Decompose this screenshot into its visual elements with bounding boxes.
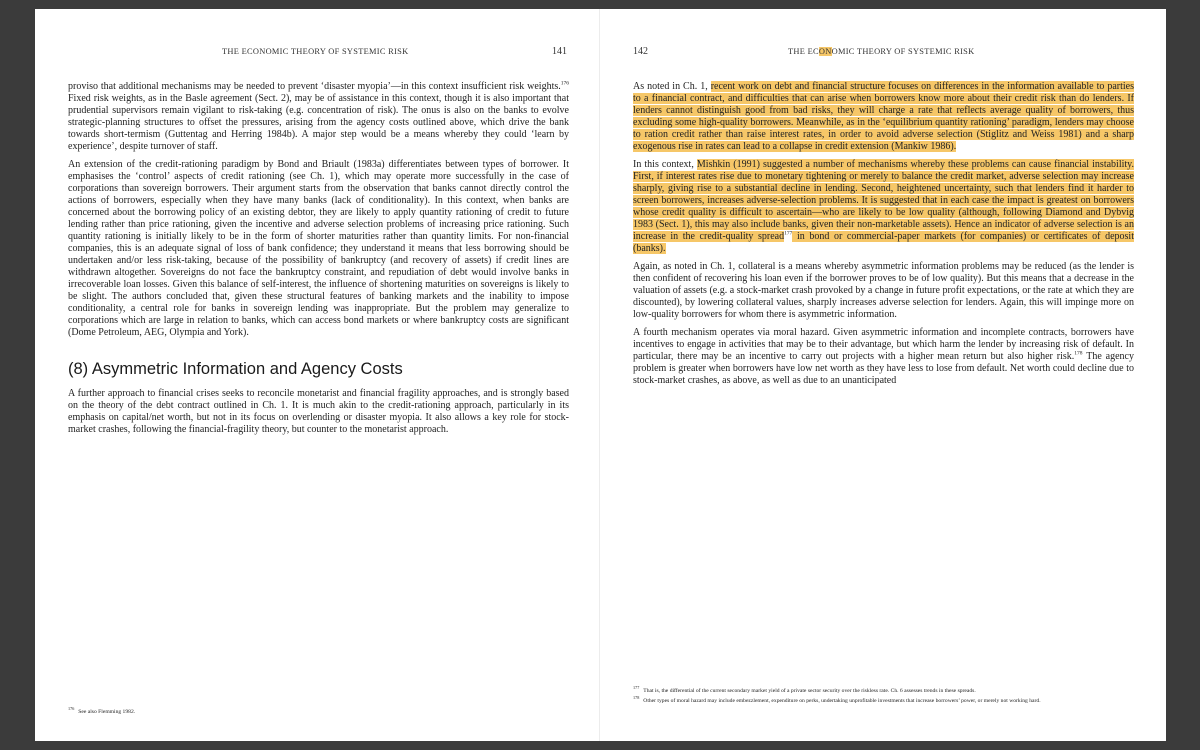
text-run: A fourth mechanism operates via moral hazard. Given asymmetric information and incomplete contracts, borrowers have incentives to engage in activities that may be to their advantage, but which harm the lender by increasing risk of default. In particular, there may be an incentive to carry out projects with a higher mean return but also higher risk. bbox=[633, 327, 1134, 362]
paragraph: An extension of the credit-rationing paradigm by Bond and Briault (1983a) differentiates between types of borrower. It emphasises the ‘control’ aspects of credit rationing (see Ch. 1), which may operate more successfully in the case of corporations than sovereign borrowers. Their argument starts from the observation that banks cannot directly control the actions of borrowers, especially when they have many banks (lack of conditionality). In this context, when banks are concerned about the borrowing policy of an existing debtor, they are likely to apply quantity rationing of credit to future lending rather than price rationing, given the incentive and adverse selection problems of increasing price rationing. Such quantity rationing is initially likely to be in the form of shorter maturities rather than quantity limits. For non-financial companies, this is an adequate signal of loss of bank confidence; they understand it means that less borrowing should be undertaken and/or less risk-taking, because of the possibility of bankruptcy (and recovery of assets) if credit lines are withdrawn altogether. Sovereigns do not face the bankruptcy constraint, and repudiation of debt would involve banks in irrecoverable loan losses. Given this balance of self-interest, the influence of shortening maturities on sovereigns is likely to be slight. The authors concluded that, given these structural features of banking markets and the inability to impose conditionality, a central role for banks in sovereign lending was inappropriate. But the problem may generalize to corporations which are large in relation to banks, which can access bond markets or where bankruptcy costs are significant (Dome Petroleum, AEG, Olympia and York). bbox=[68, 159, 569, 338]
text-run: THE EC bbox=[788, 47, 819, 56]
highlight[interactable]: ON bbox=[818, 47, 832, 56]
running-head bbox=[788, 47, 974, 56]
text-run: In this context, bbox=[633, 159, 697, 170]
text-run: The agency problem is greater when borrowers have low net worth as they have less to lose from default. Net worth could decline due to stock-market crashes, as above, as well as due to an unanticipated bbox=[633, 351, 1134, 386]
footnote-text: See also Flemming 1982. bbox=[78, 709, 136, 715]
page-right bbox=[600, 9, 1166, 741]
paragraph bbox=[68, 81, 569, 153]
paragraph bbox=[633, 327, 1134, 387]
footnotes bbox=[68, 706, 569, 719]
page-number: 141 bbox=[552, 46, 567, 57]
text-run: As noted in Ch. 1, bbox=[633, 81, 711, 92]
highlight[interactable]: in bond or commercial-paper markets (for companies) or certificates of deposit (banks). bbox=[633, 231, 1134, 254]
footnote-number: 178 bbox=[633, 695, 640, 701]
footnote-number: 176 bbox=[68, 706, 75, 712]
paragraph bbox=[633, 81, 1134, 153]
section-heading: (8) Asymmetric Information and Agency Costs bbox=[68, 360, 403, 378]
footnote-ref[interactable]: 178 bbox=[1074, 350, 1083, 357]
paragraph: A further approach to financial crises seeks to reconcile monetarist and financial fragility approaches, and is strongly based on the theory of the debt contract outlined in Ch. 1. It is much akin to the credit-rationing approach, particularly in its emphasis on capital/net worth, but not in its focus on overlending or disaster myopia. It also allows a key role for stock-market crashes, following the financial-fragility theory, but counter to the monetarist approach. bbox=[68, 388, 569, 435]
footnote bbox=[633, 685, 1134, 695]
body-text bbox=[633, 81, 1134, 393]
footnote bbox=[633, 695, 1134, 705]
highlight[interactable]: Mishkin (1991) suggested a number of mechanisms whereby these problems can cause financial instability. First, if interest rates rise due to monetary tightening or merely to balance the credit market, adverse selection may increase sharply, giving rise to a substantial decline in lending. Second, heightened uncertainty, such that lenders find it harder to screen borrowers, increases adverse-selection problems. It is suggested that in each case the impact is greatest on borrowers whose credit quality is difficult to ascertain—who are likely to be low quality (although, following Diamond and Dybvig 1983 (Sect. 1), this may also include banks, given their non-marketable assets). Hence an indicator of adverse selection is an increase in the credit-quality spread bbox=[633, 159, 1135, 242]
footnote-ref[interactable]: 176 bbox=[560, 80, 569, 87]
body-text bbox=[68, 81, 569, 442]
text-run: proviso that additional mechanisms may be needed to prevent ‘disaster myopia’—in this context insufficient risk weights. bbox=[68, 81, 561, 92]
page-left bbox=[35, 9, 600, 741]
page-number: 142 bbox=[633, 46, 648, 57]
footnote-ref[interactable]: 177 bbox=[784, 230, 793, 237]
text-run: Fixed risk weights, as in the Basle agreement (Sect. 2), may be of assistance in this context, though it is also important that prudential supervisors remain vigilant to risk-taking (e.g. concentration of risk). The onus is also on the banks to evolve strategic-planning structures to offset the pressures, arising from the agency costs outlined above, which drive the bank towards short-termism (Guttentag and Herring 1984b). A major step would be a means whereby they could ‘learn by experience’, despite turnover of staff. bbox=[68, 93, 569, 152]
footnote-text: That is, the differential of the current secondary market yield of a private sector security over the riskless rate. Ch. 6 assesses trends in these spreads. bbox=[643, 688, 976, 694]
text-run: OMIC THEORY OF SYSTEMIC RISK bbox=[831, 47, 975, 56]
footnote bbox=[68, 706, 569, 716]
footnote-text: Other types of moral hazard may include embezzlement, expenditure on perks, undertaking unprofitable investments that increase borrowers’ power, or merely not working hard. bbox=[643, 698, 1041, 704]
running-head: THE ECONOMIC THEORY OF SYSTEMIC RISK bbox=[222, 47, 409, 56]
highlight[interactable]: recent work on debt and financial structure focuses on differences in the information available to parties to a financial contract, and difficulties that can arise when borrowers know more about their credit risk than do lenders. If lenders cannot distinguish good from bad risks, they will charge a rate that reflects average quality of borrowers, thus excluding some high-quality borrowers. Meanwhile, as in the ‘equilibrium quantity rationing’ paradigm, lenders may choose to ration credit rather than raise interest rates, in order to avoid adverse selection (Stiglitz and Weiss 1981) and a sharp exogenous rise in rates can lead to a collapse in credit extension (Mankiw 1986). bbox=[633, 81, 1134, 152]
footnotes bbox=[633, 685, 1134, 708]
footnote-number: 177 bbox=[633, 685, 640, 691]
paragraph: Again, as noted in Ch. 1, collateral is a means whereby asymmetric information problems may be reduced (as the lender is then confident of recovering his loan even if the borrower proves to be of low quality). But this means that a decrease in the valuation of assets (e.g. a stock-market crash provoked by a change in future profit expectations, or the rate at which they are discounted), by lowering collateral values, sharply increases adverse selection for lenders. Again, this will impinge more on low-quality borrowers for whom there is asymmetric information. bbox=[633, 261, 1134, 320]
paragraph bbox=[633, 159, 1134, 255]
